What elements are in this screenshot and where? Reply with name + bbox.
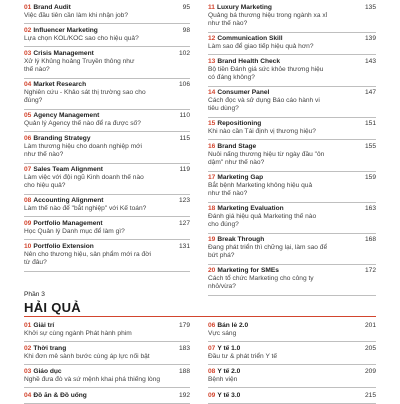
toc-entry-description: Nghiên cứu - Khảo sát thị trường sao cho <box>24 89 146 97</box>
toc-entry-number: 09 <box>208 392 216 399</box>
toc-entry-title: Đồ ăn & Đồ uống <box>33 392 87 399</box>
toc-entry[interactable] <box>208 143 376 172</box>
toc-entry-number: 09 <box>24 220 32 227</box>
toc-entry-number: 19 <box>208 236 216 243</box>
toc-entry-number: 18 <box>208 205 216 212</box>
toc-entry-title: Crisis Management <box>33 50 94 57</box>
toc-entry-page: 188 <box>178 368 190 375</box>
toc-entry-number: 06 <box>24 135 32 142</box>
toc-entry-title: Bán lẻ 2.0 <box>217 322 249 329</box>
toc-entry[interactable] <box>24 166 190 195</box>
toc-entry[interactable] <box>208 236 376 265</box>
toc-entry-title: Influencer Marketing <box>33 27 98 34</box>
toc-entry-description: bứt phá? <box>208 252 235 260</box>
toc-entry-title: Marketing Evaluation <box>217 205 284 212</box>
toc-entry[interactable] <box>24 27 190 47</box>
toc-entry-title: Y tế 3.0 <box>217 392 241 399</box>
toc-entry-description: Khi đơn mê sành bước cùng áp lực nối bật <box>24 353 150 361</box>
toc-entry[interactable] <box>208 4 376 33</box>
toc-entry-description: Vực sáng <box>208 330 237 338</box>
toc-entry[interactable] <box>24 4 190 24</box>
toc-entry-header <box>208 368 376 376</box>
toc-entry-divider <box>208 54 376 55</box>
toc-entry-header <box>24 392 190 400</box>
toc-entry-number: 05 <box>24 112 32 119</box>
toc-entry-page: 192 <box>178 392 190 399</box>
toc-entry-page: 151 <box>364 120 376 127</box>
toc-entry-header <box>208 143 376 151</box>
toc-entry-description: Lựa chọn KOL/KOC sao cho hiệu quả? <box>24 35 139 43</box>
toc-entry[interactable] <box>208 345 376 365</box>
part-divider <box>24 316 376 317</box>
toc-entry-title: Y tế 2.0 <box>217 368 241 375</box>
toc-entry-description: cho đúng? <box>208 221 239 229</box>
toc-entry[interactable] <box>208 174 376 203</box>
toc-entry-number: 04 <box>24 392 32 399</box>
toc-entry-description: Khởi sự cùng ngành Phát hành phim <box>24 330 132 338</box>
toc-entry-divider <box>24 163 190 164</box>
toc-entry-title: Accounting Alignment <box>33 197 104 204</box>
toc-entry-header <box>24 197 190 205</box>
toc-entry-page: 139 <box>364 35 376 42</box>
toc-entry-divider <box>208 117 376 118</box>
toc-entry[interactable] <box>24 197 190 217</box>
toc-entry-header <box>24 135 190 143</box>
toc-entry[interactable] <box>24 392 190 404</box>
toc-entry-header <box>24 112 190 120</box>
toc-entry-page: 147 <box>364 89 376 96</box>
toc-entry-description: Nghề đưa đò và sứ mệnh khai phá thiếng lòng <box>24 376 161 384</box>
toc-entry-page: 123 <box>178 197 190 204</box>
part-title: HẢI QUẢ <box>24 300 81 315</box>
toc-entry[interactable] <box>208 205 376 234</box>
toc-entry-divider <box>24 216 190 217</box>
toc-entry[interactable] <box>208 58 376 87</box>
toc-entry-description: Khi nào cần Tái định vị thương hiệu? <box>208 128 316 136</box>
toc-entry-title: Brand Audit <box>33 4 71 11</box>
toc-entry-divider <box>208 233 376 234</box>
toc-entry-description: Nên cho thương hiệu, sản phẩm mới ra đời <box>24 251 151 259</box>
toc-entry-header <box>208 205 376 213</box>
toc-entry[interactable] <box>24 345 190 365</box>
toc-entry-divider <box>24 341 190 342</box>
toc-entry-page: 163 <box>364 205 376 212</box>
toc-entry-title: Marketing Gap <box>217 174 264 181</box>
toc-entry-header <box>24 220 190 228</box>
toc-entry-number: 17 <box>208 174 216 181</box>
toc-entry-header <box>24 50 190 58</box>
toc-entry-header <box>208 35 376 43</box>
toc-entry-title: Consumer Panel <box>217 89 270 96</box>
toc-entry-title: Sales Team Alignment <box>33 166 103 173</box>
toc-entry-header <box>208 89 376 97</box>
toc-entry[interactable] <box>24 368 190 388</box>
toc-entry-number: 11 <box>208 4 215 11</box>
toc-entry-number: 03 <box>24 368 32 375</box>
toc-entry-description: Bắt bệnh Marketing không hiệu quả <box>208 182 313 190</box>
toc-entry-number: 06 <box>208 322 216 329</box>
toc-entry-number: 07 <box>24 166 32 173</box>
toc-entry-title: Portfolio Extension <box>33 243 94 250</box>
toc-entry-header <box>208 58 376 66</box>
toc-entry-description: tiêu dùng? <box>208 105 239 113</box>
toc-entry-title: Portfolio Management <box>33 220 103 227</box>
toc-entry-description: Đánh giá hiệu quả Marketing thế nào <box>208 213 317 221</box>
toc-entry-title: Thời trang <box>33 345 67 352</box>
toc-entry-title: Market Research <box>33 81 87 88</box>
toc-entry-description: Việc đầu tiên cần làm khi nhận job? <box>24 12 128 20</box>
toc-entry-number: 20 <box>208 267 216 274</box>
toc-entry-divider <box>24 239 190 240</box>
toc-entry-page: 115 <box>179 135 190 142</box>
toc-entry-title: Luxury Marketing <box>216 4 272 11</box>
toc-entry-title: Giải trí <box>33 322 55 329</box>
toc-entry-number: 12 <box>208 35 216 42</box>
toc-entry-number: 08 <box>208 368 216 375</box>
toc-entry-title: Giáo dục <box>33 368 62 375</box>
toc-entry-page: 201 <box>364 322 376 329</box>
toc-entry[interactable] <box>208 322 376 342</box>
toc-entry-title: Brand Stage <box>217 143 257 150</box>
toc-entry-number: 07 <box>208 345 216 352</box>
toc-entry[interactable] <box>208 267 376 296</box>
toc-entry-number: 10 <box>24 243 32 250</box>
toc-entry-description: Xử lý Khủng hoảng Truyền thông như <box>24 58 135 66</box>
toc-entry-header <box>208 120 376 128</box>
toc-entry[interactable] <box>24 81 190 110</box>
toc-entry-number: 15 <box>208 120 216 127</box>
toc-entry[interactable] <box>208 89 376 118</box>
toc-entry-divider <box>24 23 190 24</box>
toc-entry-description: nhỏ/vừa? <box>208 283 236 291</box>
toc-entry-page: 179 <box>178 322 190 329</box>
toc-entry[interactable] <box>24 322 190 342</box>
toc-entry-description: Quảng bá thương hiệu trong ngành xa xỉ <box>208 12 328 20</box>
toc-entry-title: Break Through <box>217 236 265 243</box>
toc-entry-page: 205 <box>364 345 376 352</box>
toc-entry-title: Brand Health Check <box>217 58 281 65</box>
toc-entry-divider <box>208 86 376 87</box>
toc-entry-description: như thế nào? <box>24 151 64 159</box>
toc-entry-divider <box>24 78 190 79</box>
toc-entry-page: 143 <box>364 58 376 65</box>
toc-entry-page: 131 <box>178 243 190 250</box>
toc-entry-divider <box>24 46 190 47</box>
toc-entry-description: Làm thương hiệu cho doanh nghiệp mới <box>24 143 142 151</box>
toc-entry-description: thế nào? <box>24 66 50 74</box>
toc-entry-title: Branding Strategy <box>33 135 91 142</box>
toc-entry-page: 119 <box>179 166 190 173</box>
toc-entry-number: 02 <box>24 345 32 352</box>
toc-entry-title: Agency Management <box>33 112 100 119</box>
toc-entry[interactable] <box>24 220 190 240</box>
toc-entry-description: như thế nào? <box>208 20 248 28</box>
toc-entry[interactable] <box>208 35 376 55</box>
toc-entry-description: Làm việc với đội ngũ Kinh doanh thế nào <box>24 174 144 182</box>
toc-entry-header <box>208 4 376 12</box>
toc-entry-divider <box>208 202 376 203</box>
toc-entry-description: Bộ tiền Đánh giá sức khỏe thương hiệu <box>208 66 324 74</box>
toc-entry-number: 08 <box>24 197 32 204</box>
toc-entry-header <box>208 174 376 182</box>
toc-entry-description: Làm thế nào để "bắt nghiệp" với Kế toán? <box>24 205 147 213</box>
toc-entry[interactable] <box>208 392 376 404</box>
toc-entry-divider <box>208 171 376 172</box>
toc-entry-header <box>208 322 376 330</box>
toc-entry-divider <box>208 264 376 265</box>
toc-entry[interactable] <box>24 50 190 79</box>
toc-entry[interactable] <box>208 368 376 388</box>
toc-entry-divider <box>208 295 376 296</box>
toc-entry-header <box>208 345 376 353</box>
toc-entry-number: 16 <box>208 143 216 150</box>
toc-entry-number: 03 <box>24 50 32 57</box>
toc-entry-number: 01 <box>24 322 32 329</box>
toc-entry[interactable] <box>24 243 190 272</box>
toc-entry[interactable] <box>208 120 376 140</box>
toc-entry-description: như thế nào? <box>208 190 248 198</box>
toc-entry-page: 102 <box>178 50 190 57</box>
toc-entry-description: có đáng không? <box>208 74 255 82</box>
toc-entry-page: 98 <box>182 27 190 34</box>
toc-entry-page: 135 <box>364 4 376 11</box>
toc-entry-header <box>208 392 376 400</box>
toc-entry-page: 209 <box>364 368 376 375</box>
toc-entry-header <box>24 368 190 376</box>
toc-entry-description: Bệnh viện <box>208 376 238 384</box>
toc-entry-header <box>24 322 190 330</box>
toc-entry-page: 183 <box>178 345 190 352</box>
toc-entry-title: Marketing for SMEs <box>217 267 279 274</box>
toc-entry-divider <box>208 387 376 388</box>
toc-entry-page: 106 <box>178 81 190 88</box>
toc-entry[interactable] <box>24 112 190 132</box>
toc-entry[interactable] <box>24 135 190 164</box>
toc-entry-divider <box>24 271 190 272</box>
toc-entry-divider <box>24 194 190 195</box>
toc-entry-description: dậm" như thế nào? <box>208 159 265 167</box>
toc-entry-divider <box>24 364 190 365</box>
toc-entry-description: Đầu tư & phát triển Y tế <box>208 353 278 361</box>
toc-entry-divider <box>208 32 376 33</box>
toc-entry-number: 14 <box>208 89 216 96</box>
toc-entry-number: 02 <box>24 27 32 34</box>
toc-entry-header <box>24 166 190 174</box>
toc-entry-divider <box>24 109 190 110</box>
toc-entry-description: Học Quản lý Danh mục để làm gì? <box>24 228 125 236</box>
toc-entry-title: Y tế 1.0 <box>217 345 241 352</box>
toc-entry-number: 13 <box>208 58 216 65</box>
toc-entry-header <box>208 236 376 244</box>
toc-entry-divider <box>208 139 376 140</box>
toc-entry-number: 01 <box>24 4 32 11</box>
toc-entry-description: đúng? <box>24 97 43 105</box>
toc-entry-header <box>24 27 190 35</box>
toc-entry-description: từ đâu? <box>24 259 47 267</box>
toc-entry-number: 04 <box>24 81 32 88</box>
toc-entry-description: Làm sao để giao tiếp hiệu quả hơn? <box>208 43 314 51</box>
toc-entry-header <box>24 4 190 12</box>
toc-entry-divider <box>24 131 190 132</box>
toc-entry-header <box>24 81 190 89</box>
toc-entry-description: Quản lý Agency thế nào để ra được số? <box>24 120 141 128</box>
toc-entry-page: 172 <box>364 267 376 274</box>
toc-entry-page: 127 <box>178 220 190 227</box>
toc-entry-description: cho hiệu quả? <box>24 182 66 190</box>
toc-entry-header <box>24 345 190 353</box>
toc-entry-page: 110 <box>179 112 190 119</box>
toc-entry-title: Repositioning <box>217 120 262 127</box>
toc-entry-divider <box>24 387 190 388</box>
toc-entry-header <box>24 243 190 251</box>
toc-entry-title: Communication Skill <box>217 35 283 42</box>
toc-entry-page: 159 <box>364 174 376 181</box>
toc-entry-description: Nuôi nấng thương hiệu từ ngày đầu "ôn <box>208 151 325 159</box>
toc-entry-page: 215 <box>364 392 376 399</box>
toc-entry-page: 168 <box>364 236 376 243</box>
toc-entry-page: 155 <box>364 143 376 150</box>
toc-entry-divider <box>208 364 376 365</box>
toc-entry-header <box>208 267 376 275</box>
toc-entry-page: 95 <box>182 4 190 11</box>
toc-entry-description: Đang phát triển thì chững lại, làm sao để <box>208 244 328 252</box>
toc-entry-description: Cách tổ chức Marketing cho công ty <box>208 275 314 283</box>
part-label: Phần 3 <box>24 291 45 298</box>
toc-entry-divider <box>208 341 376 342</box>
toc-entry-description: Cách đọc và sử dụng Báo cáo hành vi <box>208 97 320 105</box>
